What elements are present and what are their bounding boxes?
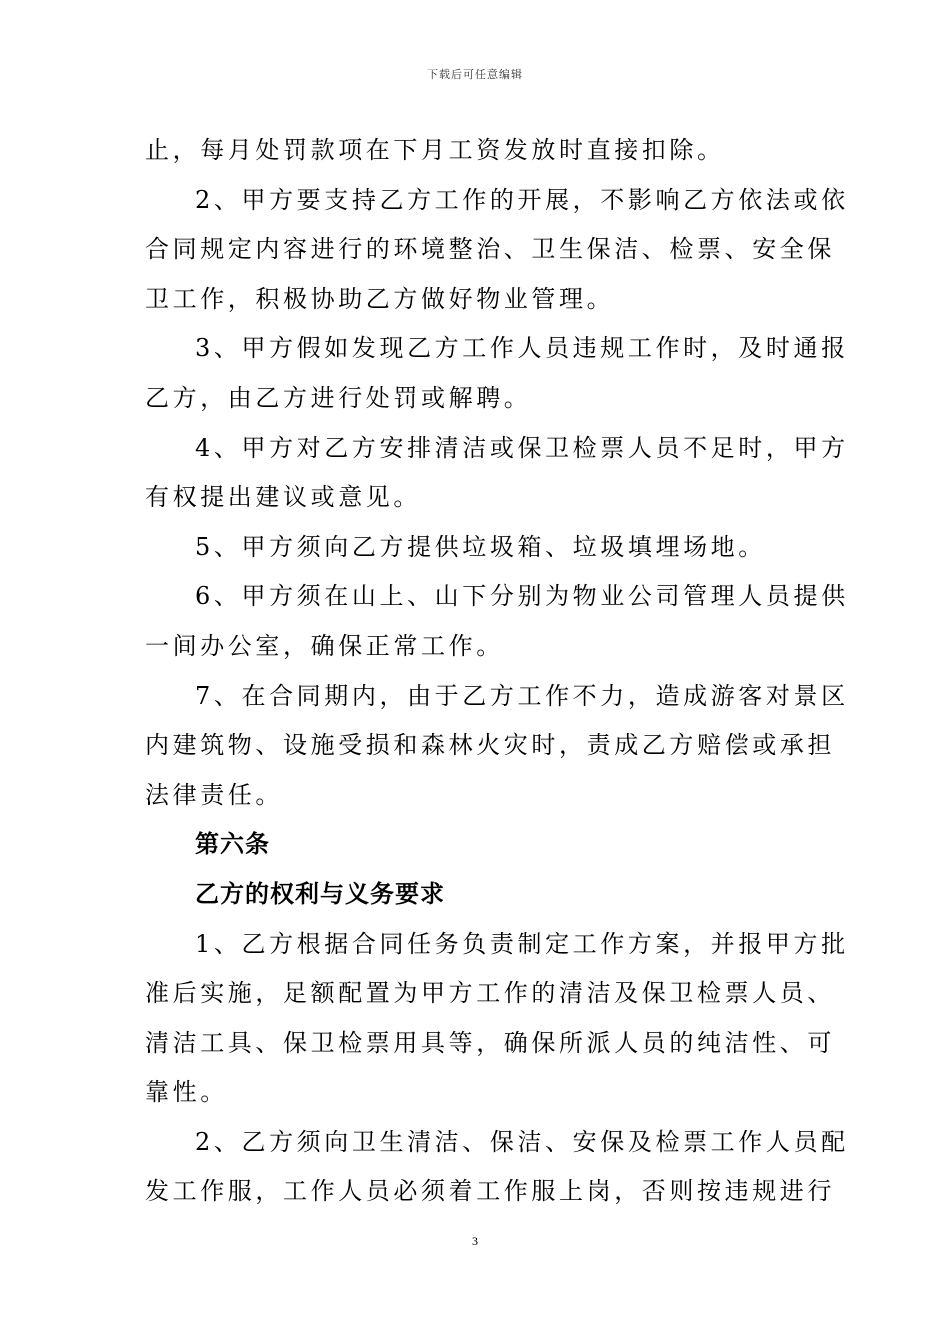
text-line: 清洁工具、保卫检票用具等，确保所派人员的纯洁性、可 <box>145 1028 835 1057</box>
header-note: 下载后可任意编辑 <box>427 68 523 81</box>
text-line: 一间办公室，确保正常工作。 <box>145 631 504 660</box>
section-heading: 第六条 <box>195 830 270 859</box>
text-line: 7、在合同期内，由于乙方工作不力，造成游客对景区 <box>195 681 849 710</box>
text-line: 1、乙方根据合同任务负责制定工作方案，并报甲方批 <box>195 929 849 958</box>
text-line: 4、甲方对乙方安排清洁或保卫检票人员不足时，甲方 <box>195 433 849 462</box>
text-line: 有权提出建议或意见。 <box>145 483 421 512</box>
text-line: 3、甲方假如发现乙方工作人员违规工作时，及时通报 <box>195 334 849 363</box>
text-line: 法律责任。 <box>145 780 283 809</box>
page-number: 3 <box>472 1234 478 1248</box>
text-line: 6、甲方须在山上、山下分别为物业公司管理人员提供 <box>195 582 849 611</box>
text-line: 乙方，由乙方进行处罚或解聘。 <box>145 383 532 412</box>
text-line: 发工作服，工作人员必须着工作服上岗，否则按违规进行 <box>145 1177 835 1206</box>
text-line: 止，每月处罚款项在下月工资发放时直接扣除。 <box>145 136 725 164</box>
text-line: 靠性。 <box>145 1078 228 1107</box>
text-line: 2、甲方要支持乙方工作的开展，不影响乙方依法或依 <box>195 185 849 214</box>
text-line: 卫工作，积极协助乙方做好物业管理。 <box>145 284 615 313</box>
text-line: 2、乙方须向卫生清洁、保洁、安保及检票工作人员配 <box>195 1127 849 1156</box>
text-line: 5、甲方须向乙方提供垃圾箱、垃圾填埋场地。 <box>195 532 766 561</box>
text-line: 准后实施，足额配置为甲方工作的清洁及保卫检票人员、 <box>145 979 835 1008</box>
document-body <box>145 126 849 1217</box>
section-subheading: 乙方的权利与义务要求 <box>195 879 445 908</box>
text-line: 内建筑物、设施受损和森林火灾时，责成乙方赔偿或承担 <box>145 731 835 760</box>
text-line: 合同规定内容进行的环境整治、卫生保洁、检票、安全保 <box>145 235 835 264</box>
